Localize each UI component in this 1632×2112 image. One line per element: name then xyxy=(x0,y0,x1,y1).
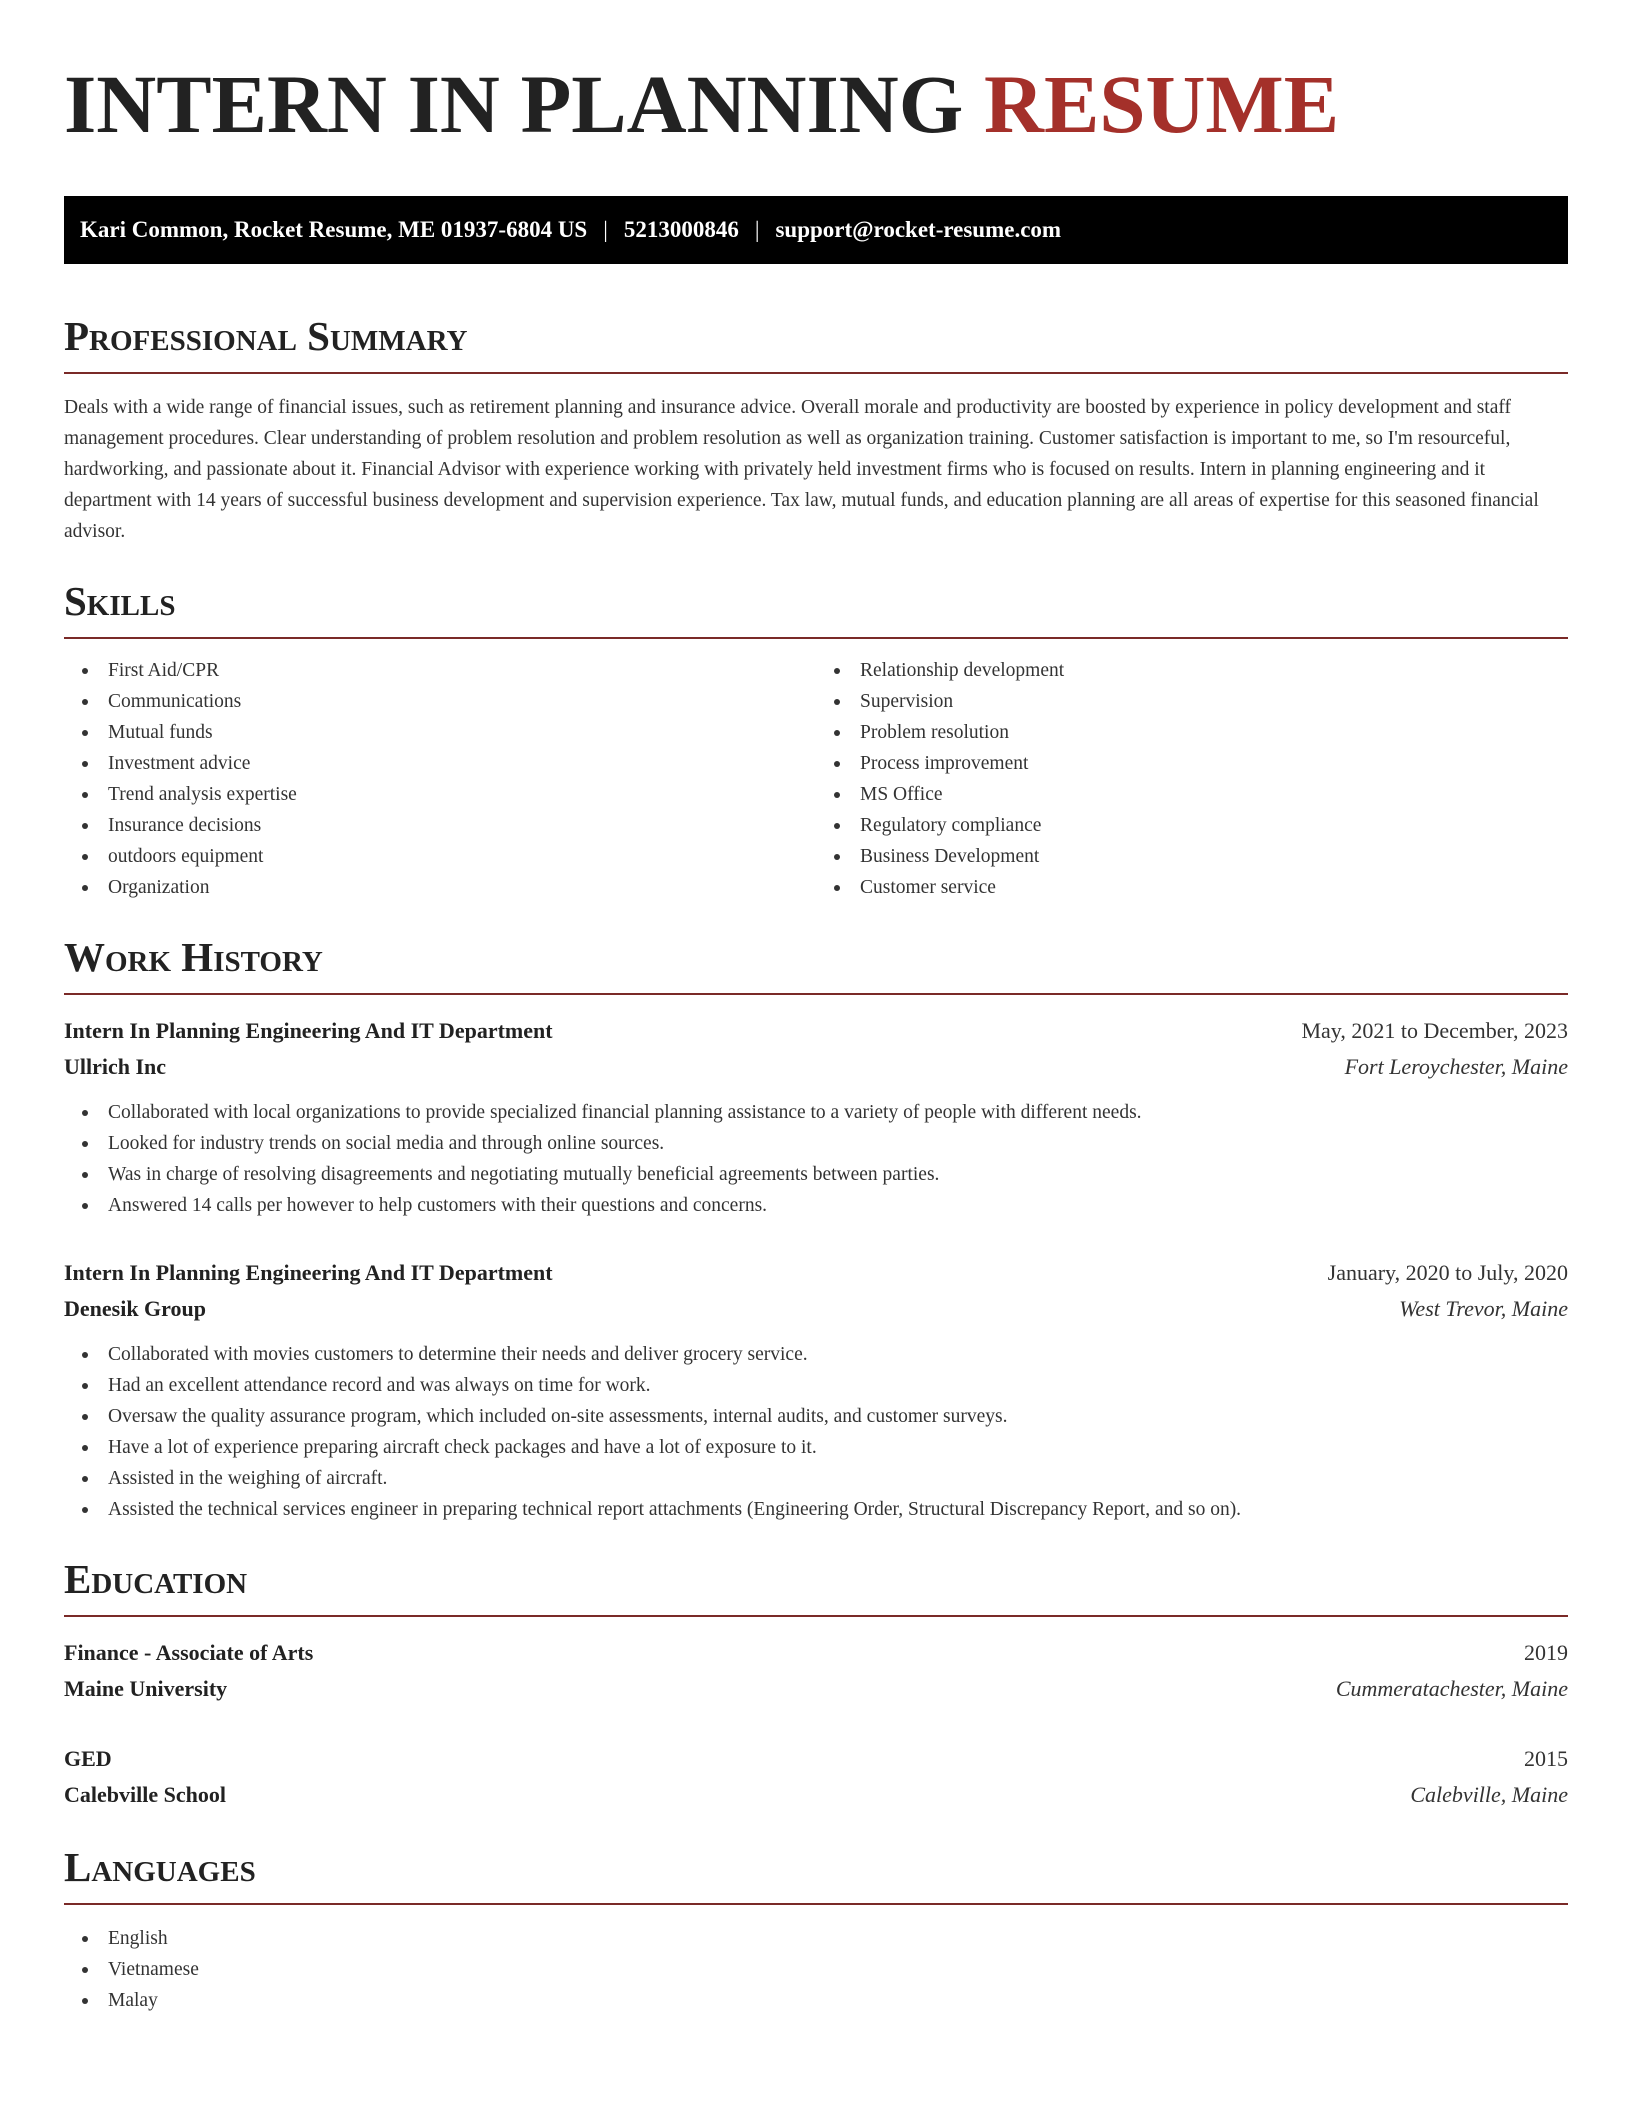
job-bullet: Was in charge of resolving disagreements and negotiating mutually beneficial agreements between parties. xyxy=(108,1159,1568,1190)
job-bullet: Looked for industry trends on social media and through online sources. xyxy=(108,1128,1568,1159)
job-location: West Trevor, Maine xyxy=(1399,1296,1568,1321)
education-entry xyxy=(64,1741,1568,1813)
education-school: Maine University xyxy=(64,1676,228,1701)
skill-item: Organization xyxy=(108,872,816,903)
section-heading-summary: Professional Summary xyxy=(64,312,1568,374)
job-dates: May, 2021 to December, 2023 xyxy=(1301,1018,1568,1043)
job-entry xyxy=(64,1255,1568,1525)
section-heading-skills: Skills xyxy=(64,577,1568,639)
job-bullet: Assisted in the weighing of aircraft. xyxy=(108,1463,1568,1494)
section-heading-languages: Languages xyxy=(64,1843,1568,1905)
education-year: 2015 xyxy=(1524,1746,1568,1771)
job-subheader xyxy=(64,1291,1568,1327)
job-header xyxy=(64,1255,1568,1291)
contact-separator: | xyxy=(603,217,608,242)
language-item: Vietnamese xyxy=(108,1954,1568,1985)
professional-summary-section xyxy=(64,312,1568,547)
education-subheader xyxy=(64,1777,1568,1813)
skill-item: Problem resolution xyxy=(860,717,1568,748)
job-entry xyxy=(64,1013,1568,1221)
job-bullet: Assisted the technical services engineer in preparing technical report attachments (Engineering Order, Structural Discrepancy Report, and so on). xyxy=(108,1494,1568,1525)
education-year: 2019 xyxy=(1524,1640,1568,1665)
job-bullet: Collaborated with local organizations to provide specialized financial planning assistance to a variety of people with different needs. xyxy=(108,1097,1568,1128)
education-header xyxy=(64,1741,1568,1777)
job-company: Denesik Group xyxy=(64,1296,207,1321)
skills-list-right xyxy=(816,655,1568,903)
job-title: Intern In Planning Engineering And IT Department xyxy=(64,1018,553,1043)
skill-item: Process improvement xyxy=(860,748,1568,779)
job-company: Ullrich Inc xyxy=(64,1054,167,1079)
skill-item: Relationship development xyxy=(860,655,1568,686)
language-item: English xyxy=(108,1923,1568,1954)
skills-section xyxy=(64,577,1568,903)
education-entry xyxy=(64,1635,1568,1707)
job-title: Intern In Planning Engineering And IT Department xyxy=(64,1260,553,1285)
contact-phone: 5213000846 xyxy=(623,217,739,242)
section-heading-work: Work History xyxy=(64,933,1568,995)
education-location: Calebville, Maine xyxy=(1410,1782,1568,1807)
skills-list-left xyxy=(64,655,816,903)
languages-list xyxy=(64,1923,1568,2016)
skill-item: Trend analysis expertise xyxy=(108,779,816,810)
skills-grid xyxy=(64,655,1568,903)
job-bullet: Have a lot of experience preparing aircraft check packages and have a lot of exposure to it. xyxy=(108,1432,1568,1463)
job-header xyxy=(64,1013,1568,1049)
skill-item: Business Development xyxy=(860,841,1568,872)
education-location: Cummeratachester, Maine xyxy=(1335,1676,1568,1701)
skill-item: outdoors equipment xyxy=(108,841,816,872)
languages-section xyxy=(64,1843,1568,2016)
job-location: Fort Leroychester, Maine xyxy=(1344,1054,1568,1079)
resume-title xyxy=(64,56,1568,152)
job-subheader xyxy=(64,1049,1568,1085)
contact-address: Kari Common, Rocket Resume, ME 01937-6804 US xyxy=(80,217,588,242)
skill-item: Mutual funds xyxy=(108,717,816,748)
contact-email: support@rocket-resume.com xyxy=(775,217,1062,242)
education-degree: GED xyxy=(64,1746,112,1771)
education-degree: Finance - Associate of Arts xyxy=(64,1640,314,1665)
job-dates: January, 2020 to July, 2020 xyxy=(1327,1260,1568,1285)
job-bullets xyxy=(64,1339,1568,1525)
summary-text: Deals with a wide range of financial issues, such as retirement planning and insurance advice. Overall morale and productivity are boosted by experience in policy development and staff management procedures. Clear understanding of problem resolution and problem resolution as well as organization training. Customer satisfaction is important to me, so I'm resourceful, hardworking, and passionate about it. Financial Advisor with experience working with privately held investment firms who is focused on results. Intern in planning engineering and it department with 14 years of successful business development and supervision experience. Tax law, mutual funds, and education planning are all areas of expertise for this seasoned financial advisor. xyxy=(64,397,1539,542)
education-subheader xyxy=(64,1671,1568,1707)
education-section xyxy=(64,1555,1568,1813)
job-bullet: Collaborated with movies customers to determine their needs and deliver grocery service. xyxy=(108,1339,1568,1370)
section-heading-education: Education xyxy=(64,1555,1568,1617)
education-school: Calebville School xyxy=(64,1782,226,1807)
work-history-section xyxy=(64,933,1568,1525)
skill-item: Regulatory compliance xyxy=(860,810,1568,841)
contact-separator: | xyxy=(754,217,760,242)
job-bullet: Had an excellent attendance record and was always on time for work. xyxy=(108,1370,1568,1401)
skill-item: Customer service xyxy=(860,872,1568,903)
skill-item: First Aid/CPR xyxy=(108,655,816,686)
job-bullet: Answered 14 calls per however to help customers with their questions and concerns. xyxy=(108,1190,1568,1221)
language-item: Malay xyxy=(108,1985,1568,2016)
title-main: INTERN IN PLANNING xyxy=(64,58,964,150)
skill-item: Supervision xyxy=(860,686,1568,717)
contact-bar xyxy=(64,196,1568,264)
title-accent: RESUME xyxy=(984,58,1340,150)
job-bullet: Oversaw the quality assurance program, which included on-site assessments, internal audits, and customer surveys. xyxy=(108,1401,1568,1432)
job-bullets xyxy=(64,1097,1568,1221)
skill-item: Communications xyxy=(108,686,816,717)
education-header xyxy=(64,1635,1568,1671)
skill-item: Insurance decisions xyxy=(108,810,816,841)
skill-item: MS Office xyxy=(860,779,1568,810)
skill-item: Investment advice xyxy=(108,748,816,779)
